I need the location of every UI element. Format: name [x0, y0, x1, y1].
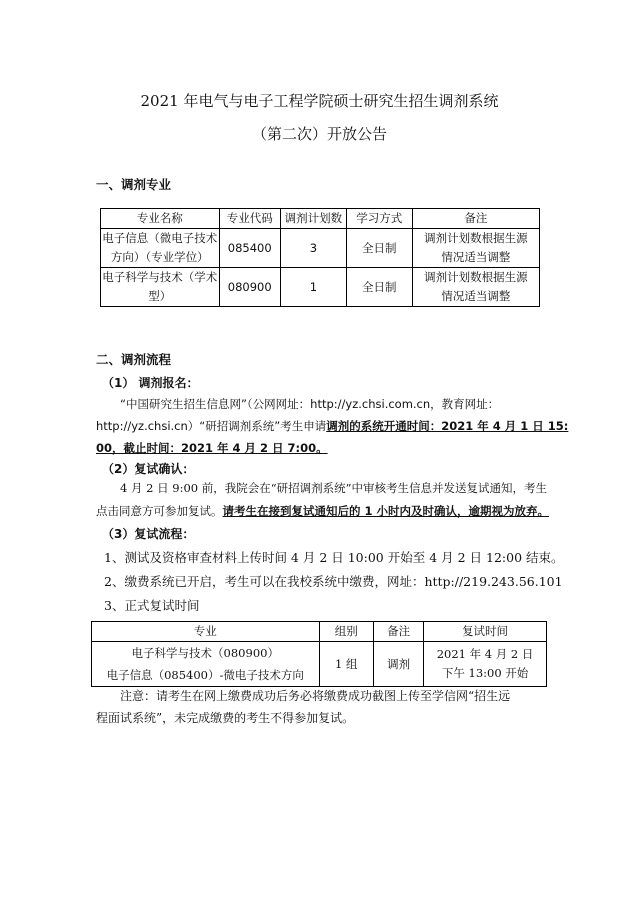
plan-count-cell: 3	[280, 229, 346, 268]
table-header-row	[101, 209, 540, 229]
remark-cell	[412, 229, 539, 268]
column-header: 组别	[319, 622, 374, 642]
cell-text: 2021 年 4 月 2 日	[436, 647, 534, 661]
table-row	[101, 268, 540, 307]
registration-line	[96, 418, 569, 434]
cell-text: 电子信息（微电子技术	[102, 231, 218, 245]
column-header: 学习方式	[346, 209, 412, 229]
cell-text: 电子科学与技术（080900）	[131, 646, 279, 660]
confirmation-line: 4 月 2 日 9:00 前，我院会在“研招调剂系统”中审核考生信息并发送复试通知，考生	[120, 481, 547, 495]
cell-text: 调剂计划数根据生源	[424, 231, 528, 245]
cell-text: 方向）（专业学位）	[110, 250, 209, 264]
registration-deadline: 00，截止时间：2021 年 4 月 2 日 7:00。	[96, 441, 328, 455]
major-code-cell: 080900	[219, 268, 280, 307]
majors-table	[100, 208, 540, 307]
process-item: 2、缴费系统已开启，考生可以在我校系统中缴费，网址：http://219.243.56.101	[104, 574, 563, 589]
column-header: 备注	[374, 622, 424, 642]
process-item: 1、测试及资格审查材料上传时间 4 月 2 日 10:00 开始至 4 月 2 日 12:00 结束。	[104, 550, 564, 565]
table-row	[101, 229, 540, 268]
cell-text: 情况适当调整	[441, 250, 511, 264]
plan-count-cell: 1	[280, 268, 346, 307]
major-name-cell	[101, 268, 220, 307]
cell-text: 型）	[148, 289, 172, 303]
cell-text: 情况适当调整	[441, 289, 511, 303]
confirmation-line	[96, 503, 550, 519]
study-mode-cell: 全日制	[346, 268, 412, 307]
registration-line: “中国研究生招生信息网”（公网网址：http://yz.chsi.com.cn，教育网址：	[120, 397, 500, 411]
notice-line: 注意：请考生在网上缴费成功后务必将缴费成功截图上传至学信网“招生远	[120, 689, 511, 703]
note-cell: 调剂	[374, 642, 424, 687]
cell-text: 调剂计划数根据生源	[424, 270, 528, 284]
group-cell: 1 组	[319, 642, 374, 687]
remark-cell	[412, 268, 539, 307]
major-cell	[92, 642, 320, 687]
subheading-confirmation: （2）复试确认：	[102, 462, 195, 476]
section-heading-majors: 一、调剂专业	[96, 177, 172, 192]
study-mode-cell: 全日制	[346, 229, 412, 268]
interview-schedule-table	[91, 621, 547, 687]
column-header: 专业名称	[101, 209, 220, 229]
major-code-cell: 085400	[219, 229, 280, 268]
major-name-cell	[101, 229, 220, 268]
section-heading-process: 二、调剂流程	[96, 352, 172, 367]
document-title: 2021 年电气与电子工程学院硕士研究生招生调剂系统	[140, 92, 499, 110]
notice-line: 程面试系统”，未完成缴费的考生不得参加复试。	[96, 711, 355, 725]
document-subtitle: （第二次）开放公告	[251, 125, 387, 143]
process-item: 3、正式复试时间	[104, 598, 200, 613]
table-header-row	[92, 622, 547, 642]
confirmation-text: 点击同意方可参加复试。	[96, 504, 223, 518]
column-header: 专业代码	[219, 209, 280, 229]
cell-text: 电子信息（085400）-微电子技术方向	[106, 668, 304, 682]
subheading-registration: （1） 调剂报名：	[102, 376, 199, 390]
registration-text: http://yz.chsi.cn）“研招调剂系统”考生申请	[96, 419, 327, 433]
cell-text: 下午 13:00 开始	[441, 666, 529, 680]
table-row	[92, 642, 547, 687]
confirmation-warning: 请考生在接到复试通知后的 1 小时内及时确认，逾期视为放弃。	[222, 504, 550, 518]
column-header: 备注	[412, 209, 539, 229]
subheading-interview-process: （3）复试流程：	[102, 527, 195, 541]
registration-open-time: 调剂的系统开通时间：2021 年 4 月 1 日 15:	[326, 419, 569, 433]
column-header: 专业	[92, 622, 320, 642]
column-header: 调剂计划数	[280, 209, 346, 229]
interview-time-cell	[424, 642, 547, 687]
column-header: 复试时间	[424, 622, 547, 642]
cell-text: 电子科学与技术（学术	[102, 270, 218, 284]
